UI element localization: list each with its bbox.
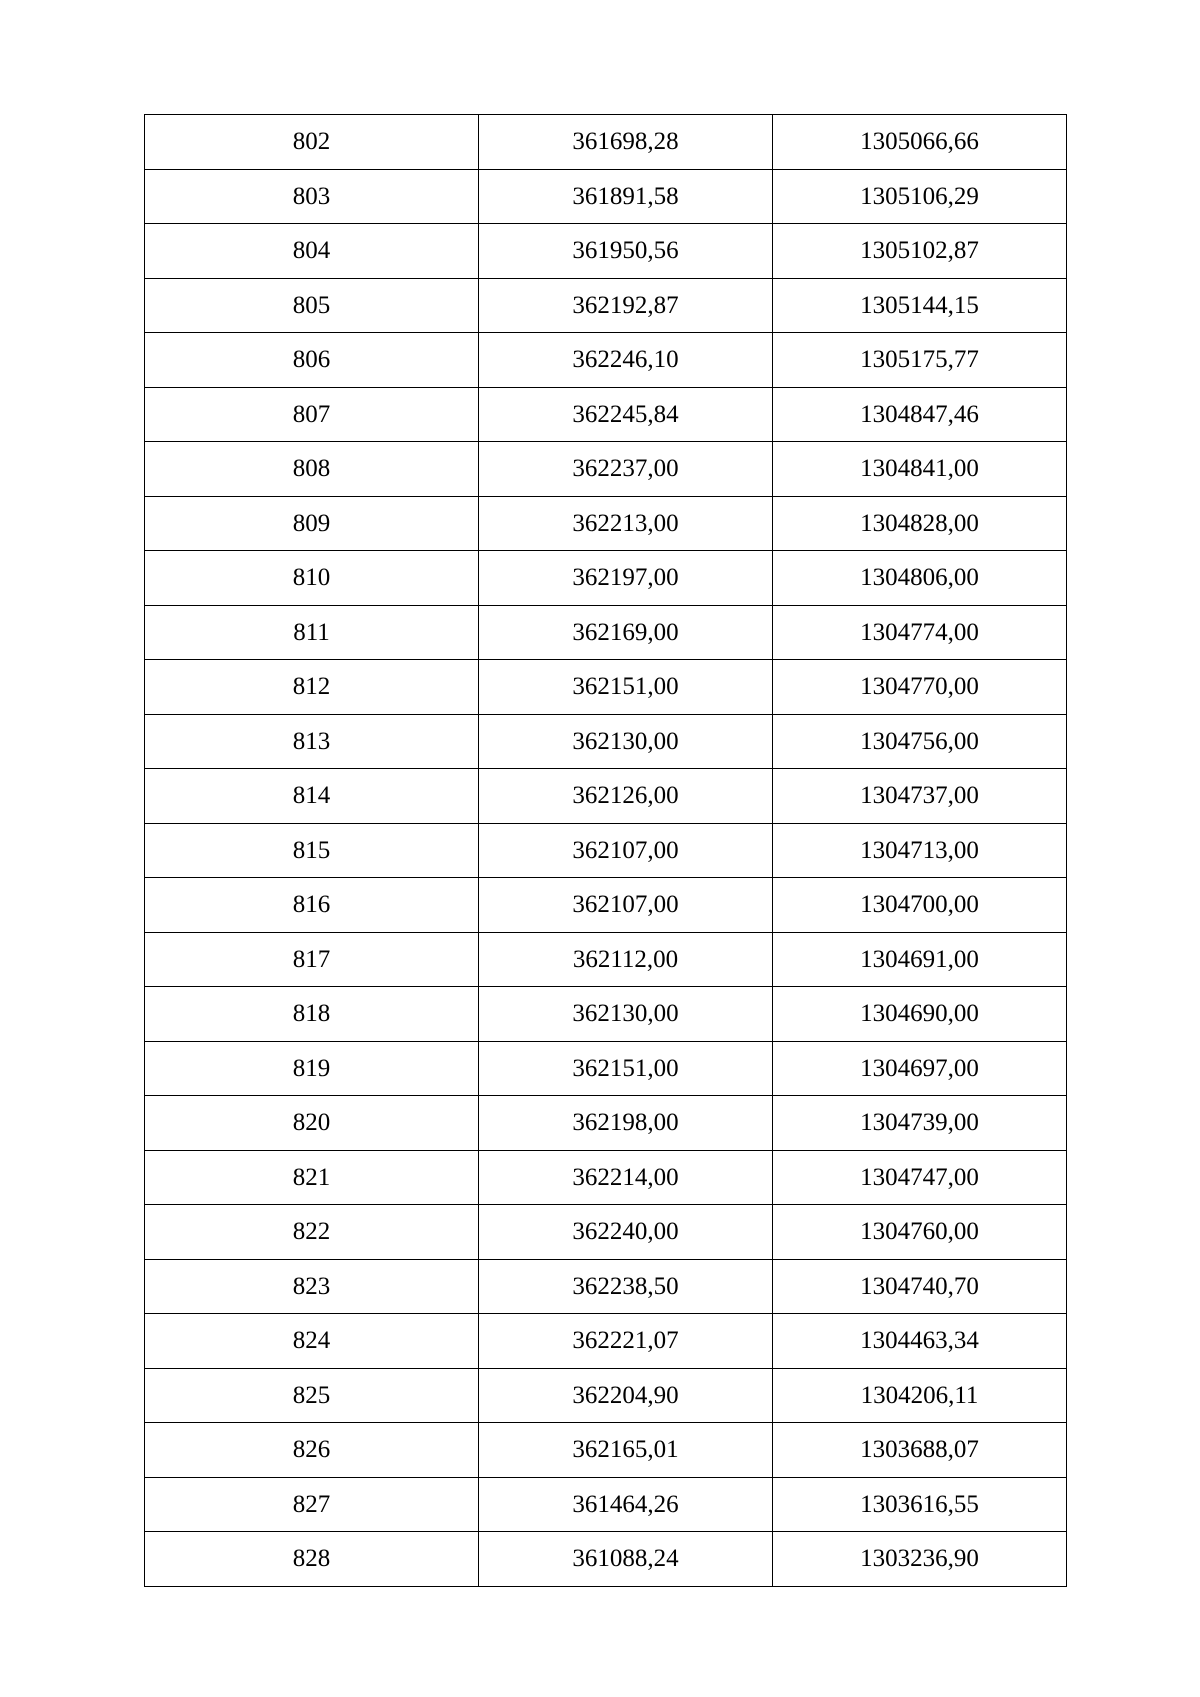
- point-number-cell: 807: [145, 387, 479, 442]
- table-row: [145, 987, 1067, 1042]
- point-number-cell: 805: [145, 278, 479, 333]
- table-row: [145, 1041, 1067, 1096]
- x-coordinate-cell: 362130,00: [479, 987, 773, 1042]
- y-coordinate-cell: 1304828,00: [773, 496, 1067, 551]
- point-number-cell: 802: [145, 115, 479, 170]
- x-coordinate-cell: 361698,28: [479, 115, 773, 170]
- table-row: [145, 224, 1067, 279]
- point-number-cell: 809: [145, 496, 479, 551]
- x-coordinate-cell: 362197,00: [479, 551, 773, 606]
- y-coordinate-cell: 1304713,00: [773, 823, 1067, 878]
- y-coordinate-cell: 1304770,00: [773, 660, 1067, 715]
- table-row: [145, 714, 1067, 769]
- table-row: [145, 115, 1067, 170]
- table-row: [145, 1205, 1067, 1260]
- x-coordinate-cell: 362237,00: [479, 442, 773, 497]
- table-row: [145, 605, 1067, 660]
- point-number-cell: 811: [145, 605, 479, 660]
- y-coordinate-cell: 1303616,55: [773, 1477, 1067, 1532]
- point-number-cell: 827: [145, 1477, 479, 1532]
- table-row: [145, 932, 1067, 987]
- point-number-cell: 818: [145, 987, 479, 1042]
- x-coordinate-cell: 361464,26: [479, 1477, 773, 1532]
- point-number-cell: 826: [145, 1423, 479, 1478]
- point-number-cell: 825: [145, 1368, 479, 1423]
- x-coordinate-cell: 362192,87: [479, 278, 773, 333]
- y-coordinate-cell: 1304806,00: [773, 551, 1067, 606]
- y-coordinate-cell: 1303236,90: [773, 1532, 1067, 1587]
- y-coordinate-cell: 1304691,00: [773, 932, 1067, 987]
- coordinates-table: [144, 114, 1067, 1587]
- table-row: [145, 823, 1067, 878]
- x-coordinate-cell: 361088,24: [479, 1532, 773, 1587]
- table-row: [145, 496, 1067, 551]
- point-number-cell: 816: [145, 878, 479, 933]
- table-row: [145, 278, 1067, 333]
- y-coordinate-cell: 1305102,87: [773, 224, 1067, 279]
- x-coordinate-cell: 362169,00: [479, 605, 773, 660]
- y-coordinate-cell: 1304747,00: [773, 1150, 1067, 1205]
- point-number-cell: 819: [145, 1041, 479, 1096]
- y-coordinate-cell: 1304740,70: [773, 1259, 1067, 1314]
- x-coordinate-cell: 362221,07: [479, 1314, 773, 1369]
- x-coordinate-cell: 362214,00: [479, 1150, 773, 1205]
- y-coordinate-cell: 1304774,00: [773, 605, 1067, 660]
- table-row: [145, 878, 1067, 933]
- x-coordinate-cell: 362246,10: [479, 333, 773, 388]
- point-number-cell: 823: [145, 1259, 479, 1314]
- x-coordinate-cell: 362198,00: [479, 1096, 773, 1151]
- x-coordinate-cell: 361891,58: [479, 169, 773, 224]
- point-number-cell: 815: [145, 823, 479, 878]
- point-number-cell: 810: [145, 551, 479, 606]
- table-row: [145, 551, 1067, 606]
- y-coordinate-cell: 1304690,00: [773, 987, 1067, 1042]
- coordinates-table-body: [145, 115, 1067, 1587]
- x-coordinate-cell: 361950,56: [479, 224, 773, 279]
- y-coordinate-cell: 1305175,77: [773, 333, 1067, 388]
- y-coordinate-cell: 1305066,66: [773, 115, 1067, 170]
- y-coordinate-cell: 1305144,15: [773, 278, 1067, 333]
- x-coordinate-cell: 362130,00: [479, 714, 773, 769]
- x-coordinate-cell: 362112,00: [479, 932, 773, 987]
- y-coordinate-cell: 1304760,00: [773, 1205, 1067, 1260]
- x-coordinate-cell: 362126,00: [479, 769, 773, 824]
- y-coordinate-cell: 1304841,00: [773, 442, 1067, 497]
- y-coordinate-cell: 1304756,00: [773, 714, 1067, 769]
- point-number-cell: 828: [145, 1532, 479, 1587]
- point-number-cell: 806: [145, 333, 479, 388]
- point-number-cell: 804: [145, 224, 479, 279]
- y-coordinate-cell: 1303688,07: [773, 1423, 1067, 1478]
- point-number-cell: 813: [145, 714, 479, 769]
- table-row: [145, 1532, 1067, 1587]
- table-row: [145, 1150, 1067, 1205]
- table-row: [145, 1368, 1067, 1423]
- table-row: [145, 769, 1067, 824]
- table-row: [145, 333, 1067, 388]
- x-coordinate-cell: 362165,01: [479, 1423, 773, 1478]
- x-coordinate-cell: 362107,00: [479, 823, 773, 878]
- point-number-cell: 821: [145, 1150, 479, 1205]
- point-number-cell: 820: [145, 1096, 479, 1151]
- y-coordinate-cell: 1305106,29: [773, 169, 1067, 224]
- y-coordinate-cell: 1304206,11: [773, 1368, 1067, 1423]
- x-coordinate-cell: 362238,50: [479, 1259, 773, 1314]
- point-number-cell: 814: [145, 769, 479, 824]
- y-coordinate-cell: 1304463,34: [773, 1314, 1067, 1369]
- y-coordinate-cell: 1304847,46: [773, 387, 1067, 442]
- x-coordinate-cell: 362107,00: [479, 878, 773, 933]
- table-row: [145, 442, 1067, 497]
- y-coordinate-cell: 1304739,00: [773, 1096, 1067, 1151]
- point-number-cell: 817: [145, 932, 479, 987]
- x-coordinate-cell: 362204,90: [479, 1368, 773, 1423]
- x-coordinate-cell: 362213,00: [479, 496, 773, 551]
- x-coordinate-cell: 362245,84: [479, 387, 773, 442]
- table-row: [145, 169, 1067, 224]
- point-number-cell: 808: [145, 442, 479, 497]
- point-number-cell: 812: [145, 660, 479, 715]
- y-coordinate-cell: 1304697,00: [773, 1041, 1067, 1096]
- y-coordinate-cell: 1304700,00: [773, 878, 1067, 933]
- x-coordinate-cell: 362151,00: [479, 660, 773, 715]
- table-row: [145, 387, 1067, 442]
- table-row: [145, 1259, 1067, 1314]
- table-row: [145, 1314, 1067, 1369]
- table-row: [145, 1477, 1067, 1532]
- table-row: [145, 1096, 1067, 1151]
- point-number-cell: 803: [145, 169, 479, 224]
- y-coordinate-cell: 1304737,00: [773, 769, 1067, 824]
- x-coordinate-cell: 362151,00: [479, 1041, 773, 1096]
- table-row: [145, 1423, 1067, 1478]
- point-number-cell: 824: [145, 1314, 479, 1369]
- x-coordinate-cell: 362240,00: [479, 1205, 773, 1260]
- point-number-cell: 822: [145, 1205, 479, 1260]
- table-row: [145, 660, 1067, 715]
